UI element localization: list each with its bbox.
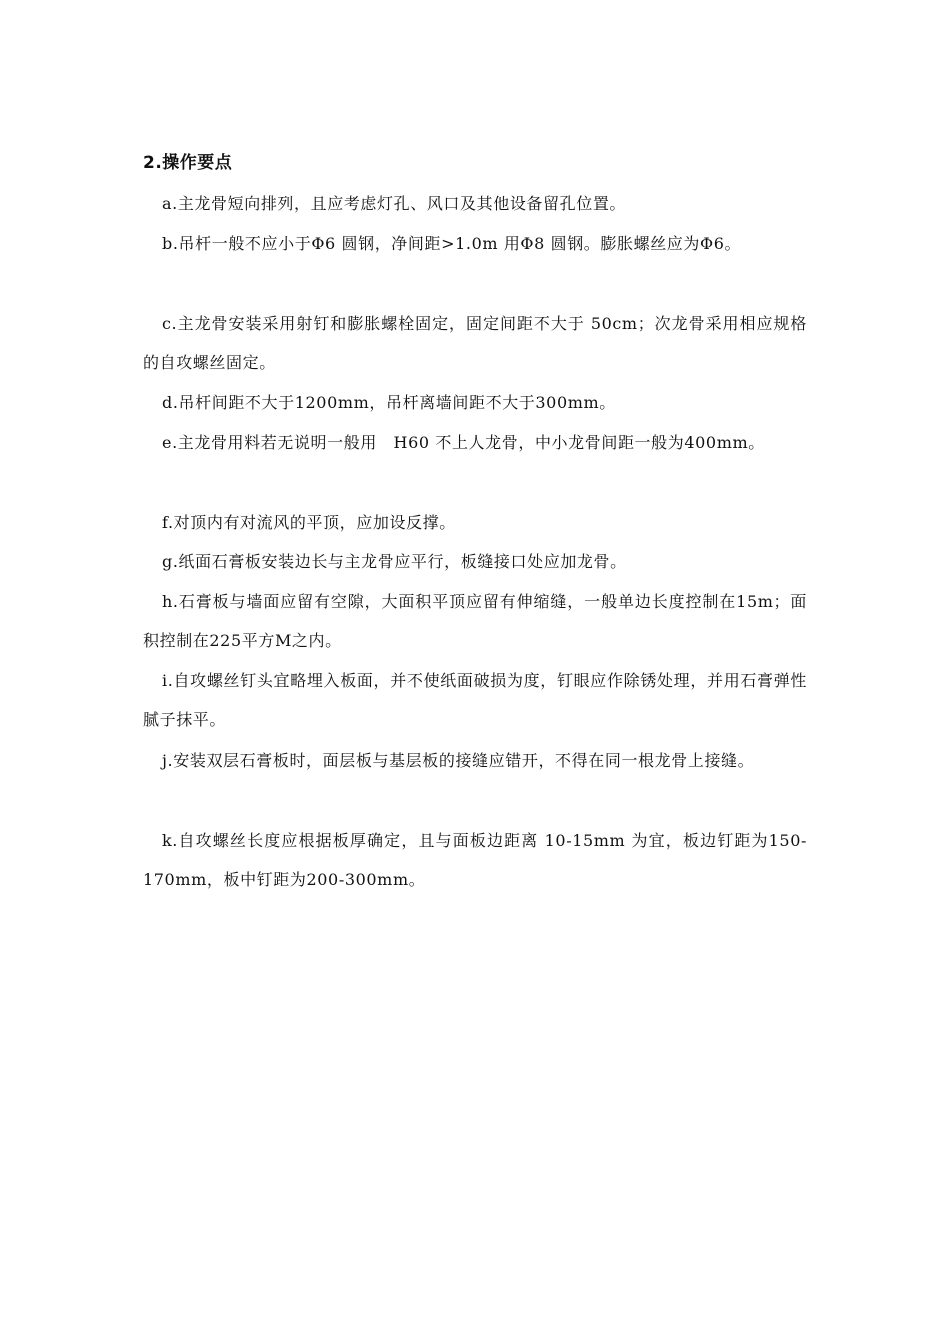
list-item-h: h.石膏板与墙面应留有空隙，大面积平顶应留有伸缩缝，一般单边长度控制在15m；面积控制在225平方M之内。: [143, 592, 807, 650]
list-item-b: b.吊杆一般不应小于Φ6 圆钢，净间距>1.0m 用Φ8 圆钢。膨胀螺丝应为Φ6。: [162, 234, 742, 253]
list-item-j: j.安装双层石膏板时，面层板与基层板的接缝应错开，不得在同一根龙骨上接缝。: [162, 751, 755, 770]
list-item-g: g.纸面石膏板安装边长与主龙骨应平行，板缝接口处应加龙骨。: [162, 552, 627, 571]
list-item-a: a.主龙骨短向排列，且应考虑灯孔、风口及其他设备留孔位置。: [162, 194, 627, 213]
list-item-i: i.自攻螺丝钉头宜略埋入板面，并不使纸面破损为度，钉眼应作除锈处理，并用石膏弹性腻子抹平。: [143, 671, 807, 729]
section-heading: 2.操作要点: [143, 153, 233, 173]
list-item-f: f.对顶内有对流风的平顶，应加设反撑。: [162, 513, 456, 532]
list-item-e: e.主龙骨用料若无说明一般用 H60 不上人龙骨，中小龙骨间距一般为400mm。: [162, 433, 765, 452]
list-item-d: d.吊杆间距不大于1200mm，吊杆离墙间距不大于300mm。: [162, 393, 616, 412]
list-item-k: k.自攻螺丝长度应根据板厚确定，且与面板边距离 10-15mm 为宜，板边钉距为150-170mm，板中钉距为200-300mm。: [143, 831, 807, 889]
list-item-c: c.主龙骨安装采用射钉和膨胀螺栓固定，固定间距不大于 50cm；次龙骨采用相应规格的自攻螺丝固定。: [143, 314, 807, 372]
